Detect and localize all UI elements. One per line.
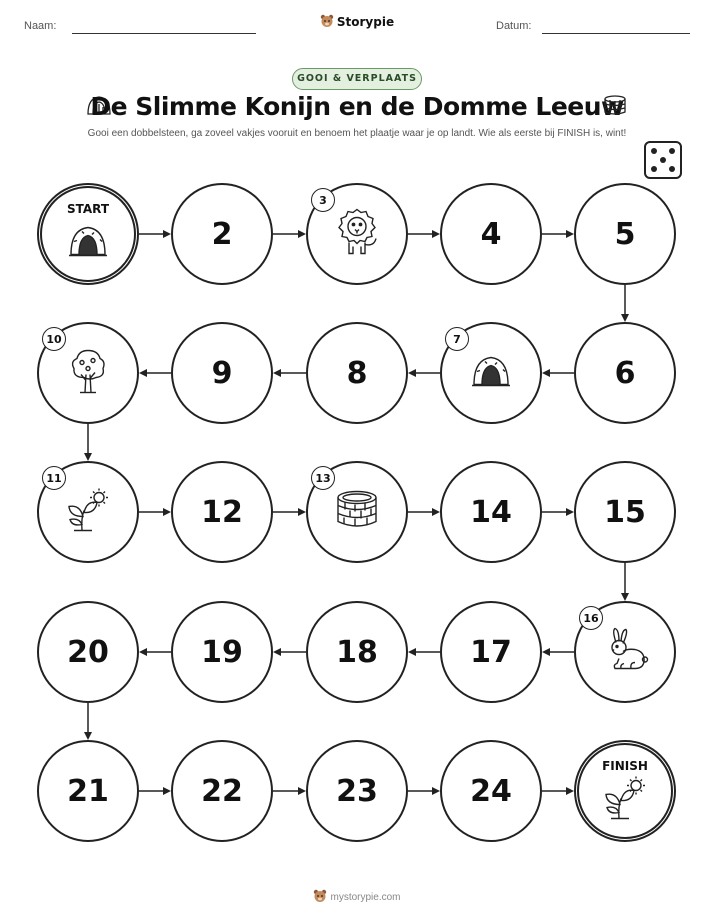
start-label: START bbox=[66, 202, 110, 216]
board-cell-17 bbox=[440, 601, 542, 703]
cell-number-chip: 7 bbox=[445, 327, 469, 351]
board-cell-15 bbox=[574, 461, 676, 563]
cell-number: 17 bbox=[470, 634, 512, 670]
footer-url[interactable]: mystorypie.com bbox=[330, 892, 401, 904]
board-cell-23 bbox=[306, 740, 408, 842]
board-cell-7 bbox=[440, 322, 542, 424]
board-cell-4 bbox=[440, 183, 542, 285]
brand-name: Storypie bbox=[336, 15, 395, 29]
board-cell-10 bbox=[37, 322, 139, 424]
cell-number: 12 bbox=[201, 494, 243, 530]
board-cell-3 bbox=[306, 183, 408, 285]
path-arrow-head bbox=[273, 369, 281, 377]
path-arrow-head bbox=[163, 230, 171, 238]
finish-label: FINISH bbox=[602, 759, 648, 773]
path-arrow-head bbox=[432, 230, 440, 238]
path-arrow-head bbox=[139, 648, 147, 656]
path-arrow-head bbox=[298, 508, 306, 516]
board-cell-19 bbox=[171, 601, 273, 703]
cell-number: 4 bbox=[480, 216, 502, 252]
path-arrow-head bbox=[84, 732, 92, 740]
cell-number: 19 bbox=[201, 634, 243, 670]
cell-number: 9 bbox=[211, 355, 233, 391]
cell-number-chip: 13 bbox=[311, 466, 335, 490]
path-arrow-head bbox=[408, 369, 416, 377]
cell-number-chip: 10 bbox=[42, 327, 66, 351]
cell-number: 14 bbox=[470, 494, 512, 530]
board-cell-25 bbox=[574, 740, 676, 842]
path-arrow-head bbox=[621, 593, 629, 601]
board-cell-24 bbox=[440, 740, 542, 842]
cell-number: 8 bbox=[346, 355, 368, 391]
board-cell-8 bbox=[306, 322, 408, 424]
path-arrow-head bbox=[621, 314, 629, 322]
page-title: De Slimme Konijn en de Domme Leeuw bbox=[90, 92, 624, 121]
path-arrow-head bbox=[298, 787, 306, 795]
path-arrow-head bbox=[139, 369, 147, 377]
date-label: Datum: bbox=[496, 20, 532, 32]
board-cell-18 bbox=[306, 601, 408, 703]
well-icon bbox=[333, 489, 381, 536]
path-arrow-head bbox=[542, 648, 550, 656]
cell-number: 23 bbox=[336, 773, 378, 809]
plant-sun-icon bbox=[64, 487, 112, 538]
board-cell-2 bbox=[171, 183, 273, 285]
board-cell-16 bbox=[574, 601, 676, 703]
path-arrow-head bbox=[566, 230, 574, 238]
name-label: Naam: bbox=[24, 20, 57, 32]
cave-icon bbox=[68, 224, 108, 263]
board-cell-1 bbox=[37, 183, 139, 285]
board-cell-21 bbox=[37, 740, 139, 842]
board-cell-6 bbox=[574, 322, 676, 424]
cell-number: 21 bbox=[67, 773, 109, 809]
path-arrow-head bbox=[566, 787, 574, 795]
board-cell-11 bbox=[37, 461, 139, 563]
cell-number: 6 bbox=[614, 355, 636, 391]
cell-number: 2 bbox=[211, 216, 233, 252]
board-cell-5 bbox=[574, 183, 676, 285]
instructions: Gooi een dobbelsteen, ga zoveel vakjes vooruit en benoem het plaatje waar je op landt. Wie als eerste bij FINISH is, wint! bbox=[87, 128, 627, 139]
lion-icon bbox=[334, 207, 380, 262]
board-cell-20 bbox=[37, 601, 139, 703]
board-cell-22 bbox=[171, 740, 273, 842]
board-cell-13 bbox=[306, 461, 408, 563]
cell-number: 22 bbox=[201, 773, 243, 809]
path-arrow-head bbox=[408, 648, 416, 656]
cell-number: 15 bbox=[604, 494, 646, 530]
cell-number-chip: 11 bbox=[42, 466, 66, 490]
path-arrow-head bbox=[163, 508, 171, 516]
cell-number: 24 bbox=[470, 773, 512, 809]
cell-number-chip: 16 bbox=[579, 606, 603, 630]
plant-sun-icon bbox=[601, 775, 649, 826]
path-arrow-head bbox=[542, 369, 550, 377]
path-arrow-head bbox=[163, 787, 171, 795]
path-arrow-head bbox=[298, 230, 306, 238]
path-arrow-head bbox=[566, 508, 574, 516]
cell-number: 18 bbox=[336, 634, 378, 670]
board-cell-14 bbox=[440, 461, 542, 563]
board-cell-12 bbox=[171, 461, 273, 563]
path-arrow-head bbox=[84, 453, 92, 461]
path-arrow-head bbox=[432, 508, 440, 516]
tree-icon bbox=[68, 347, 108, 400]
cell-number: 5 bbox=[614, 216, 636, 252]
activity-badge: GOOI & VERPLAATS bbox=[292, 68, 422, 90]
path-arrow-head bbox=[273, 648, 281, 656]
cell-number-chip: 3 bbox=[311, 188, 335, 212]
path-arrow-head bbox=[432, 787, 440, 795]
cave-icon bbox=[471, 354, 511, 393]
board-cell-9 bbox=[171, 322, 273, 424]
cell-number: 20 bbox=[67, 634, 109, 670]
footer bbox=[0, 889, 714, 906]
rabbit-icon bbox=[601, 627, 649, 678]
bear-logo-icon bbox=[313, 889, 327, 906]
